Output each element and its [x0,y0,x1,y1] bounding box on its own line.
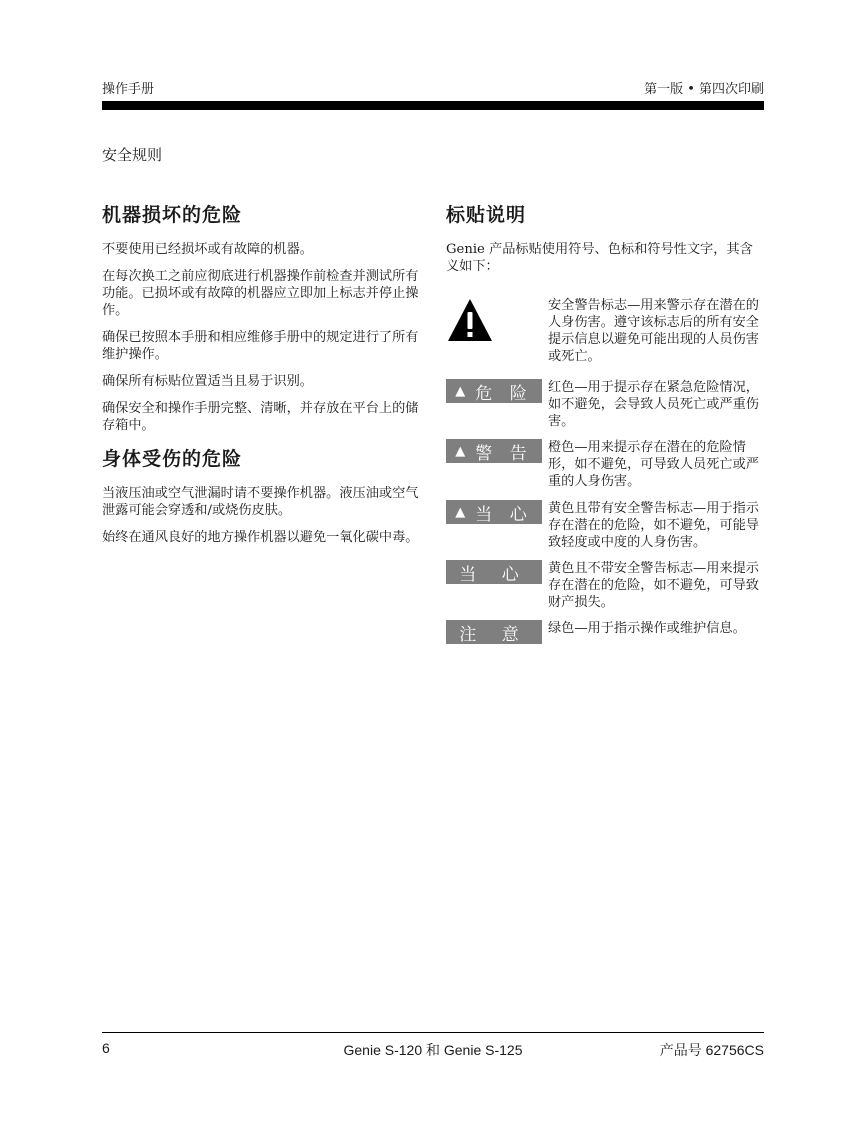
warning-triangle-icon: ▲ [455,443,466,459]
header-rule [102,101,764,110]
label-description: 绿色—用于指示操作或维护信息。 [548,621,746,636]
paragraph: 在每次换工之前应彻底进行机器操作前检查并测试所有功能。已损坏或有故障的机器应立即加上标志并停止操作。 [102,269,419,318]
label-legend-heading: 标贴说明 [446,204,527,226]
notice-sign [446,620,542,644]
sign-text: 危 险 [475,383,533,404]
sign-text: 注 意 [459,624,529,645]
footer-part-number: 产品号 62756CS [659,1042,764,1058]
warning-triangle-icon: ▲ [455,383,466,399]
paragraph: 始终在通风良好的地方操作机器以避免一氧化碳中毒。 [102,530,419,545]
warning-sign [446,439,542,463]
label-description: 黄色且带有安全警告标志—用于指示存在潜在的危险，如不避免，可能导致轻度或中度的人身伤害。 [548,501,759,550]
label-row-danger [446,379,764,434]
right-column [446,200,764,645]
header-edition: 第一版 • 第四次印刷 [644,82,764,97]
machine-damage-heading: 机器损坏的危险 [102,204,243,226]
left-column [102,200,422,556]
caution-sign-plain [446,560,542,584]
safety-alert-icon [446,297,494,345]
paragraph: 确保安全和操作手册完整、清晰，并存放在平台上的储存箱中。 [102,401,419,433]
caution-sign [446,500,542,524]
page-number: 6 [102,1040,110,1056]
sign-text: 当 心 [475,504,533,525]
label-description: 黄色且不带安全警告标志—用来提示存在潜在的危险，如不避免，可导致财产损失。 [548,561,759,610]
warning-triangle-icon: ▲ [455,504,466,520]
paragraph: 不要使用已经损坏或有故障的机器。 [102,242,313,257]
footer-rule [102,1032,764,1033]
label-row-safety-alert [446,297,764,377]
label-description: 安全警告标志—用来警示存在潜在的人身伤害。遵守该标志后的所有安全提示信息以避免可能出现的人员伤害或死亡。 [548,298,759,364]
danger-sign [446,379,542,403]
paragraph: 确保已按照本手册和相应维修手册中的规定进行了所有维护操作。 [102,330,419,362]
section-label: 安全规则 [102,146,163,164]
sign-text: 警 告 [475,443,533,464]
label-row-caution-alert [446,500,764,555]
footer-model: Genie S-120 和 Genie S-125 [343,1042,523,1058]
header-manual-title: 操作手册 [102,82,155,97]
label-row-notice [446,620,764,644]
label-description: 橙色—用来提示存在潜在的危险情形，如不避免，可导致人员死亡或严重的人身伤害。 [548,440,759,489]
label-intro: Genie 产品标贴使用符号、色标和符号性文字，其含义如下： [446,242,753,274]
sign-text: 当 心 [459,564,529,585]
label-row-caution-no-alert [446,560,764,615]
label-description: 红色—用于提示存在紧急危险情况，如不避免，会导致人员死亡或严重伤害。 [548,380,759,429]
injury-heading: 身体受伤的危险 [102,448,243,470]
label-row-warning [446,439,764,494]
paragraph: 当液压油或空气泄漏时请不要操作机器。液压油或空气泄露可能会穿透和/或烧伤皮肤。 [102,486,419,518]
paragraph: 确保所有标贴位置适当且易于识别。 [102,374,313,389]
